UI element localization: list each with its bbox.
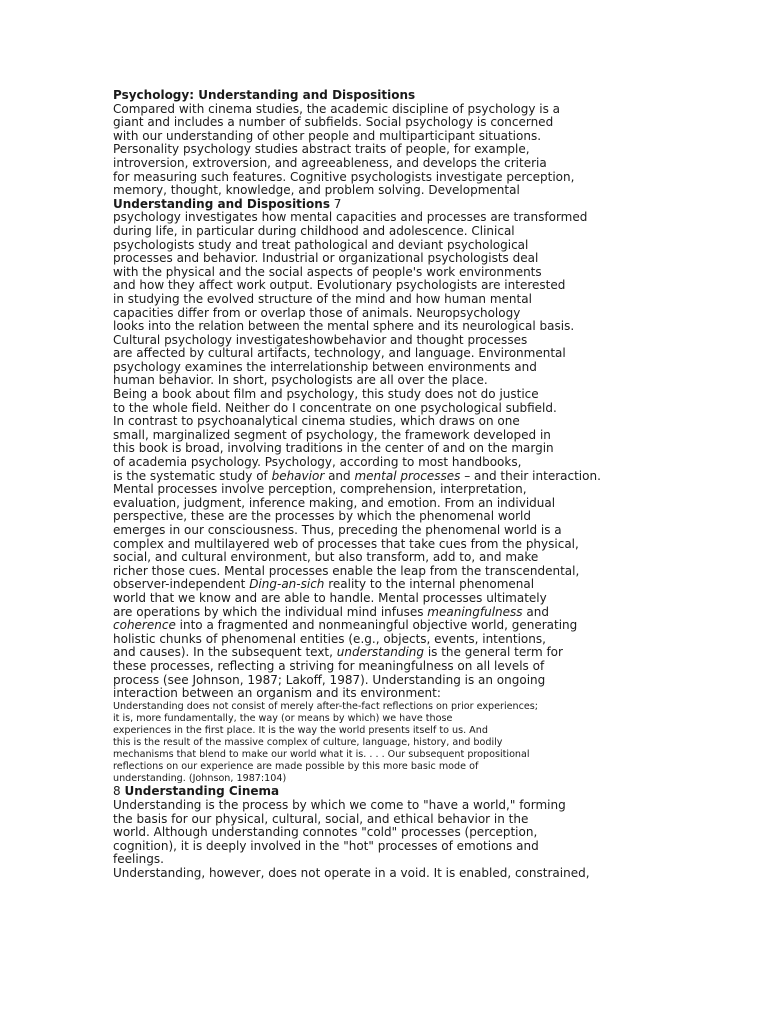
text-line: psychologists study and treat pathological and deviant psychological [113, 237, 529, 252]
text-line: the basis for our physical, cultural, social, and ethical behavior in the [113, 811, 529, 826]
text-line-systematic [113, 470, 673, 484]
text-line: Compared with cinema studies, the academic discipline of psychology is a [113, 101, 561, 116]
text-line: psychology investigates how mental capacities and processes are transformed [113, 210, 588, 225]
text-line: capacities differ from or overlap those of animals. Neuropsychology [113, 305, 521, 320]
quote-line: this is the result of the massive complex of culture, language, history, and bodily [113, 737, 503, 748]
running-head [113, 785, 673, 799]
text-line: Mental processes involve perception, comprehension, interpretation, [113, 482, 527, 497]
running-head [113, 198, 673, 212]
text-line: memory, thought, knowledge, and problem solving. Developmental [113, 183, 520, 198]
quote-line: mechanisms that blend to make our world what it is. . . . Our subsequent propositional [113, 749, 530, 761]
text-line: holistic chunks of phenomenal entities (e.g., objects, events, intentions, [113, 631, 546, 646]
text-line: looks into the relation between the mental sphere and its neurological basis. [113, 319, 575, 334]
paragraph-4 [113, 660, 673, 701]
text-line: human behavior. In short, psychologists are all over the place. [113, 373, 488, 388]
text-line: process (see Johnson, 1987; Lakoff, 1987). Understanding is an ongoing [113, 672, 546, 687]
running-head-title: Understanding and Dispositions [113, 196, 330, 211]
text-line: small, marginalized segment of psychology, the framework developed in [113, 427, 551, 442]
text-run: observer-independent [113, 577, 250, 592]
italic-term: Ding-an-sich [249, 577, 325, 592]
text-run: reality to the internal phenomenal [324, 577, 535, 592]
page-number: 7 [333, 196, 342, 211]
italic-term: understanding [336, 645, 424, 660]
text-line-causes [113, 646, 673, 660]
block-quote [113, 701, 673, 786]
text-line: Understanding, however, does not operate in a void. It is enabled, constrained, [113, 865, 590, 880]
text-line: Understanding is the process by which we come to "have a world," forming [113, 797, 566, 812]
text-line: emerges in our consciousness. Thus, preceding the phenomenal world is a [113, 523, 562, 537]
running-head-title: Understanding Cinema [124, 784, 280, 799]
text-line: and how they affect work output. Evolutionary psychologists are interested [113, 278, 566, 293]
text-line: perspective, these are the processes by which the phenomenal world [113, 509, 531, 524]
text-line: interaction between an organism and its environment: [113, 686, 441, 701]
text-line: world that we know and are able to handle. Mental processes ultimately [113, 590, 547, 605]
text-line: richer those cues. Mental processes enable the leap from the transcendental, [113, 563, 580, 578]
text-line-coherence [113, 619, 673, 633]
quote-line: understanding. (Johnson, 1987:104) [113, 773, 287, 785]
text-line: of academia psychology. Psychology, according to most handbooks, [113, 455, 522, 470]
text-run: is the general term for [424, 645, 563, 660]
text-line-ding [113, 578, 673, 592]
text-line: with the physical and the social aspects of people's work environments [113, 264, 542, 279]
text-line: during life, in particular during childhood and adolescence. Clinical [113, 223, 515, 238]
text-run: – and their interaction. [460, 468, 601, 483]
text-line: with our understanding of other people and multiparticipant situations. [113, 128, 542, 143]
text-run: is the systematic study of [113, 468, 272, 483]
text-line: giant and includes a number of subfields. Social psychology is concerned [113, 115, 554, 130]
text-line: processes and behavior. Industrial or organizational psychologists deal [113, 251, 539, 266]
document-page [113, 89, 673, 881]
text-line: cognition), it is deeply involved in the "hot" processes of emotions and [113, 838, 539, 853]
text-run: and [324, 468, 355, 483]
text-line: for measuring such features. Cognitive psychologists investigate perception, [113, 169, 575, 184]
text-run: are operations by which the individual mind infuses [113, 604, 428, 619]
text-line: psychology examines the interrelationship between environments and [113, 359, 537, 374]
text-line: this book is broad, involving traditions in the center of and on the margin [113, 441, 554, 456]
text-line: to the whole field. Neither do I concentrate on one psychological subfield. [113, 400, 557, 415]
italic-term: meaningfulness [427, 604, 523, 619]
paragraph-2 [113, 211, 673, 469]
text-line: feelings. [113, 852, 164, 867]
italic-term: coherence [113, 618, 176, 633]
quote-line: it is, more fundamentally, the way (or means by which) we have those [113, 712, 453, 724]
text-line: evaluation, judgment, inference making, and emotion. From an individual [113, 495, 556, 510]
paragraph-3 [113, 483, 673, 578]
quote-line: experiences in the first place. It is the way the world presents itself to us. And [113, 724, 488, 736]
text-line: introversion, extroversion, and agreeableness, and develops the criteria [113, 155, 547, 170]
text-line-meaning [113, 606, 673, 620]
text-run: and causes). In the subsequent text, [113, 645, 337, 660]
text-line: complex and multilayered web of processes that take cues from the physical, [113, 536, 579, 551]
text-run: into a fragmented and nonmeaningful objective world, generating [175, 618, 578, 633]
italic-term: behavior [271, 468, 325, 483]
text-line: world. Although understanding connotes "cold" processes (perception, [113, 825, 538, 840]
text-line: Being a book about film and psychology, this study does not do justice [113, 387, 539, 402]
paragraph-5 [113, 799, 673, 881]
text-line: are affected by cultural artifacts, technology, and language. Environmental [113, 346, 566, 361]
text-line: social, and cultural environment, but also transform, add to, and make [113, 550, 539, 565]
text-line: Personality psychology studies abstract traits of people, for example, [113, 142, 530, 157]
text-run: and [522, 604, 549, 619]
text-line: these processes, reflecting a striving for meaningfulness on all levels of [113, 658, 545, 673]
quote-line: reflections on our experience are made possible by this more basic mode of [113, 761, 479, 773]
paragraph-1 [113, 103, 673, 198]
quote-line: Understanding does not consist of merely after-the-fact reflections on prior experiences; [113, 700, 539, 712]
text-line: In contrast to psychoanalytical cinema studies, which draws on one [113, 414, 520, 429]
italic-term: mental processes [354, 468, 461, 483]
text-line: Cultural psychology investigateshowbehavior and thought processes [113, 332, 528, 347]
section-heading: Psychology: Understanding and Dispositions [113, 88, 416, 102]
text-line: in studying the evolved structure of the mind and how human mental [113, 291, 532, 306]
page-number: 8 [113, 784, 121, 799]
